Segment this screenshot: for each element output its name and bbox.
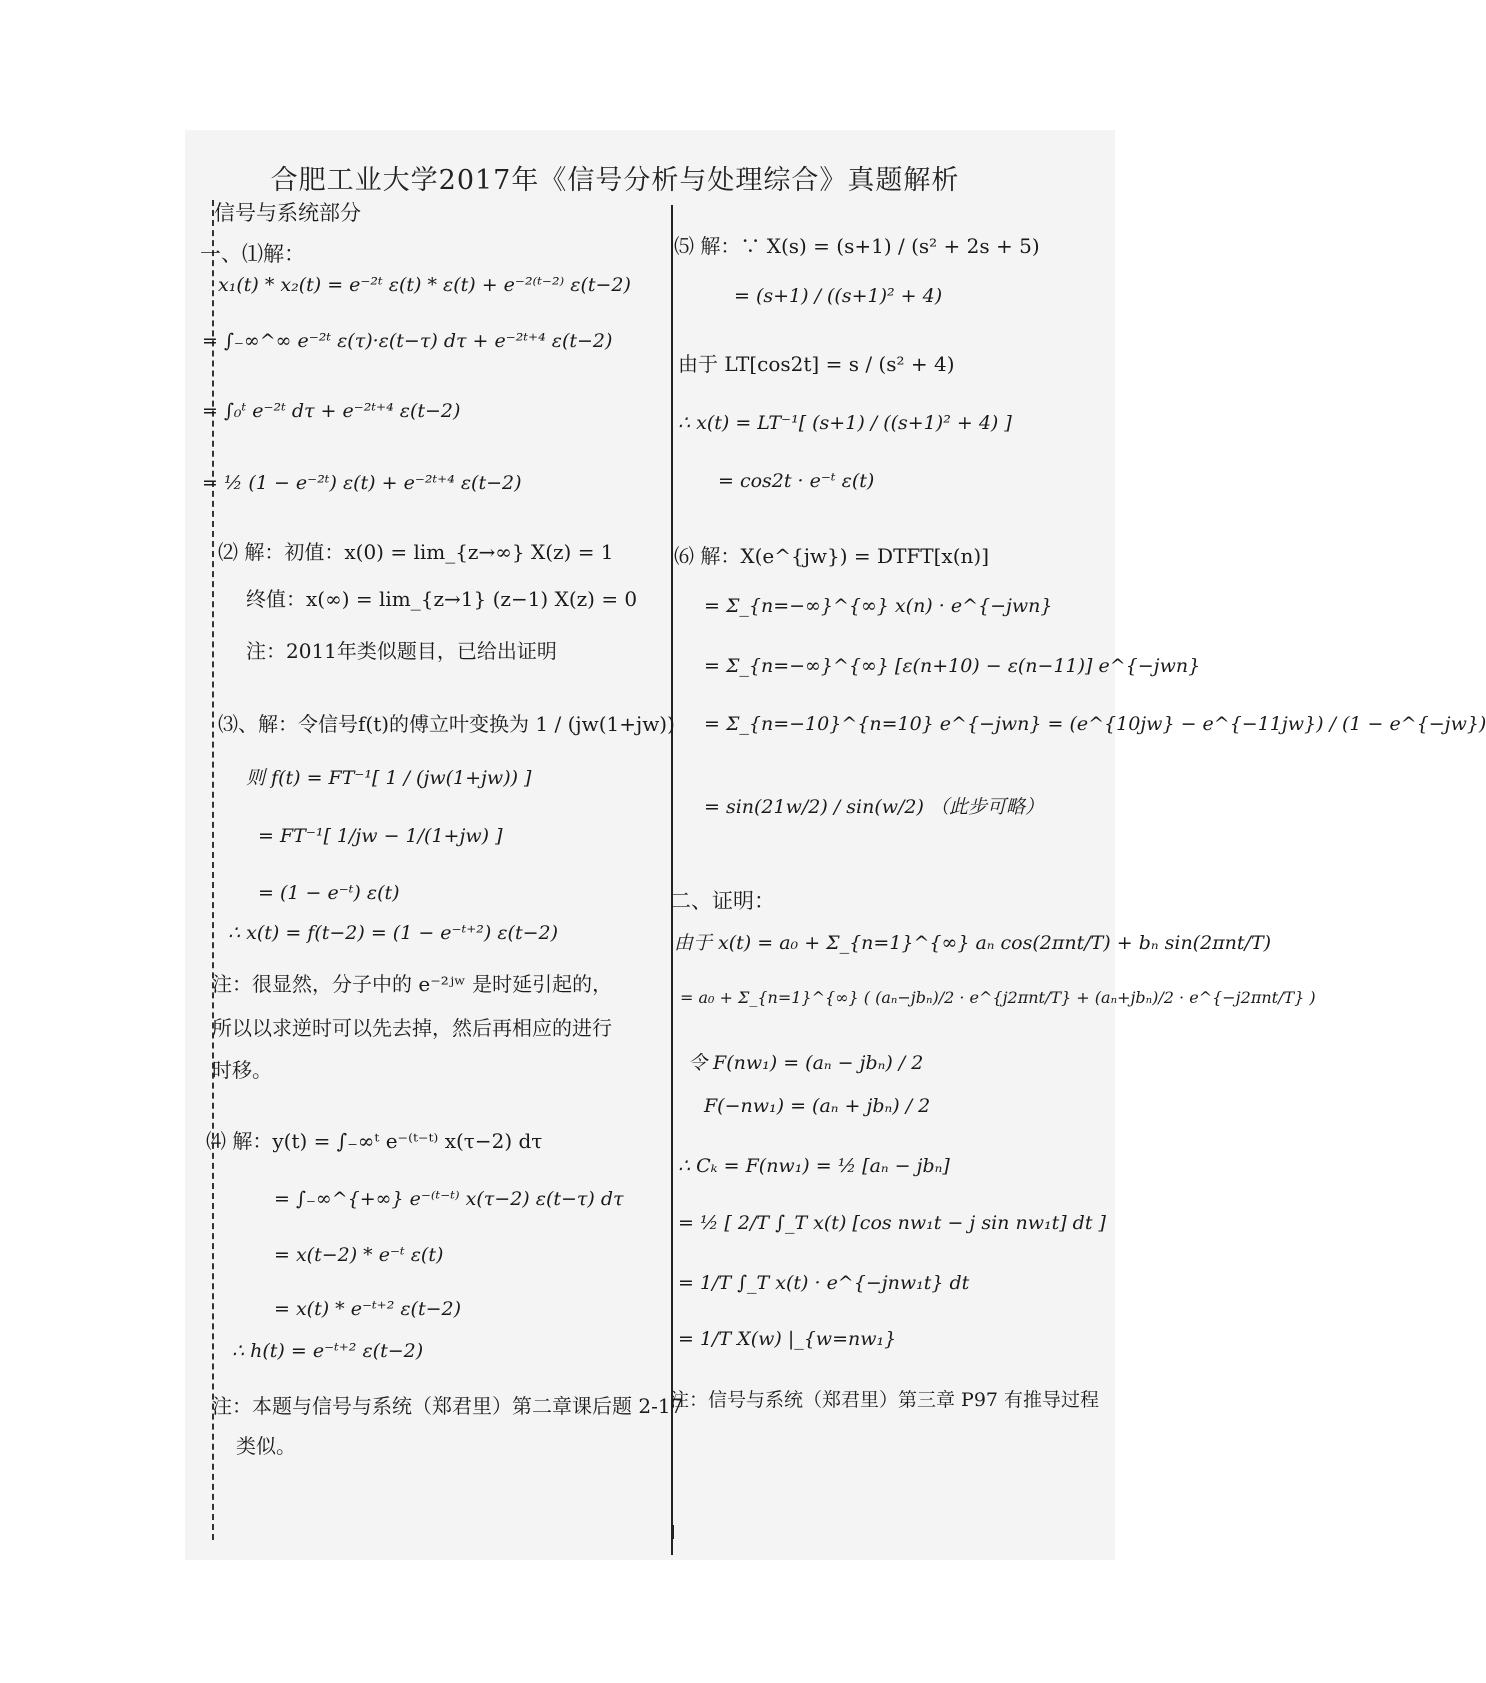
formula-line: ∴ Cₖ = F(nw₁) = ½ [aₙ − jbₙ] xyxy=(678,1155,950,1177)
formula-line: = Σ_{n=−∞}^{∞} x(n) · e^{−jwn} xyxy=(704,595,1053,617)
formula-line: = a₀ + Σ_{n=1}^{∞} ( (aₙ−jbₙ)/2 · e^{j2πnt/T} + (aₙ+jbₙ)/2 · e^{−j2πnt/T} ) xyxy=(680,988,1316,1007)
formula-line: ∴ x(t) = f(t−2) = (1 − e⁻ᵗ⁺²) ε(t−2) xyxy=(228,922,559,944)
formula-line: = Σ_{n=−∞}^{∞} [ε(n+10) − ε(n−11)] e^{−jwn} xyxy=(704,655,1201,677)
formula-line: = (1 − e⁻ᵗ) ε(t) xyxy=(258,882,400,904)
formula-line: = 1/T ∫_T x(t) · e^{−jnw₁t} dt xyxy=(678,1272,970,1294)
problem-line: ⑷ 解：y(t) = ∫₋∞ᵗ e⁻⁽ᵗ⁻ᵗ⁾ x(τ−2) dτ xyxy=(206,1129,543,1153)
note-line: 所以以求逆时可以先去掉，然后再相应的进行 xyxy=(212,1016,612,1040)
note-line: 时移。 xyxy=(212,1058,272,1082)
formula-line: = 1/T X(w) |_{w=nw₁} xyxy=(678,1328,897,1350)
problem-line: ⑸ 解：∵ X(s) = (s+1) / (s² + 2s + 5) xyxy=(674,234,1040,258)
formula-line: 终值：x(∞) = lim_{z→1} (z−1) X(z) = 0 xyxy=(246,587,638,611)
section-heading: 信号与系统部分 xyxy=(214,201,361,225)
formula-line: = x(t) * e⁻ᵗ⁺² ε(t−2) xyxy=(274,1298,462,1320)
problem-label: 一、⑴解： xyxy=(200,242,305,266)
formula-line: F(−nw₁) = (aₙ + jbₙ) / 2 xyxy=(704,1095,931,1117)
section-heading: 二、证明： xyxy=(670,889,775,913)
problem-line: ⑶、解：令信号f(t)的傅立叶变换为 1 / (jw(1+jw)) xyxy=(218,712,675,736)
formula-line: ∴ h(t) = e⁻ᵗ⁺² ε(t−2) xyxy=(232,1340,424,1362)
problem-line: ⑵ 解：初值：x(0) = lim_{z→∞} X(z) = 1 xyxy=(218,540,614,564)
note-line: 注：信号与系统（郑君里）第三章 P97 有推导过程 xyxy=(670,1389,1100,1411)
formula-line: = ½ [ 2/T ∫_T x(t) [cos nw₁t − j sin nw₁t] dt ] xyxy=(678,1212,1106,1234)
formula-line: = ½ (1 − e⁻²ᵗ) ε(t) + e⁻²ᵗ⁺⁴ ε(t−2) xyxy=(202,472,522,494)
note-line: 类似。 xyxy=(236,1434,296,1458)
formula-line: ∴ x(t) = LT⁻¹[ (s+1) / ((s+1)² + 4) ] xyxy=(678,412,1012,434)
formula-line: = sin(21w/2) / sin(w/2) （此步可略） xyxy=(704,796,1044,818)
formula-line: = x(t−2) * e⁻ᵗ ε(t) xyxy=(274,1244,444,1266)
formula-line: 令 F(nw₁) = (aₙ − jbₙ) / 2 xyxy=(688,1052,924,1074)
page-title: 合肥工业大学2017年《信号分析与处理综合》真题解析 xyxy=(270,165,960,196)
formula-line: 由于 LT[cos2t] = s / (s² + 4) xyxy=(678,352,955,376)
problem-line: ⑹ 解：X(e^{jw}) = DTFT[x(n)] xyxy=(674,544,989,568)
formula-line: = ∫₀ᵗ e⁻²ᵗ dτ + e⁻²ᵗ⁺⁴ ε(t−2) xyxy=(202,400,461,422)
note-line: 注：2011年类似题目，已给出证明 xyxy=(246,639,557,663)
formula-line: = (s+1) / ((s+1)² + 4) xyxy=(734,285,943,307)
formula-line: = FT⁻¹[ 1/jw − 1/(1+jw) ] xyxy=(258,825,503,847)
page-tick-mark xyxy=(672,1525,674,1539)
note-line: 注：很显然，分子中的 e⁻²ʲʷ 是时延引起的， xyxy=(212,972,613,996)
formula-line: = Σ_{n=−10}^{n=10} e^{−jwn} = (e^{10jw} − e^{−11jw}) / (1 − e^{−jw}) xyxy=(704,713,1486,735)
column-divider xyxy=(671,205,673,1555)
formula-line: 由于 x(t) = a₀ + Σ_{n=1}^{∞} aₙ cos(2πnt/T) + bₙ sin(2πnt/T) xyxy=(674,932,1272,954)
note-line: 注：本题与信号与系统（郑君里）第二章课后题 2-17 xyxy=(212,1394,684,1418)
formula-line: = ∫₋∞^∞ e⁻²ᵗ ε(τ)·ε(t−τ) dτ + e⁻²ᵗ⁺⁴ ε(t−2) xyxy=(202,330,613,352)
formula-line: = cos2t · e⁻ᵗ ε(t) xyxy=(718,470,875,492)
formula-line: 则 f(t) = FT⁻¹[ 1 / (jw(1+jw)) ] xyxy=(246,767,532,789)
formula-line: = ∫₋∞^{+∞} e⁻⁽ᵗ⁻ᵗ⁾ x(τ−2) ε(t−τ) dτ xyxy=(274,1188,624,1210)
formula-line: x₁(t) * x₂(t) = e⁻²ᵗ ε(t) * ε(t) + e⁻²⁽ᵗ⁻²⁾ ε(t−2) xyxy=(218,274,631,296)
